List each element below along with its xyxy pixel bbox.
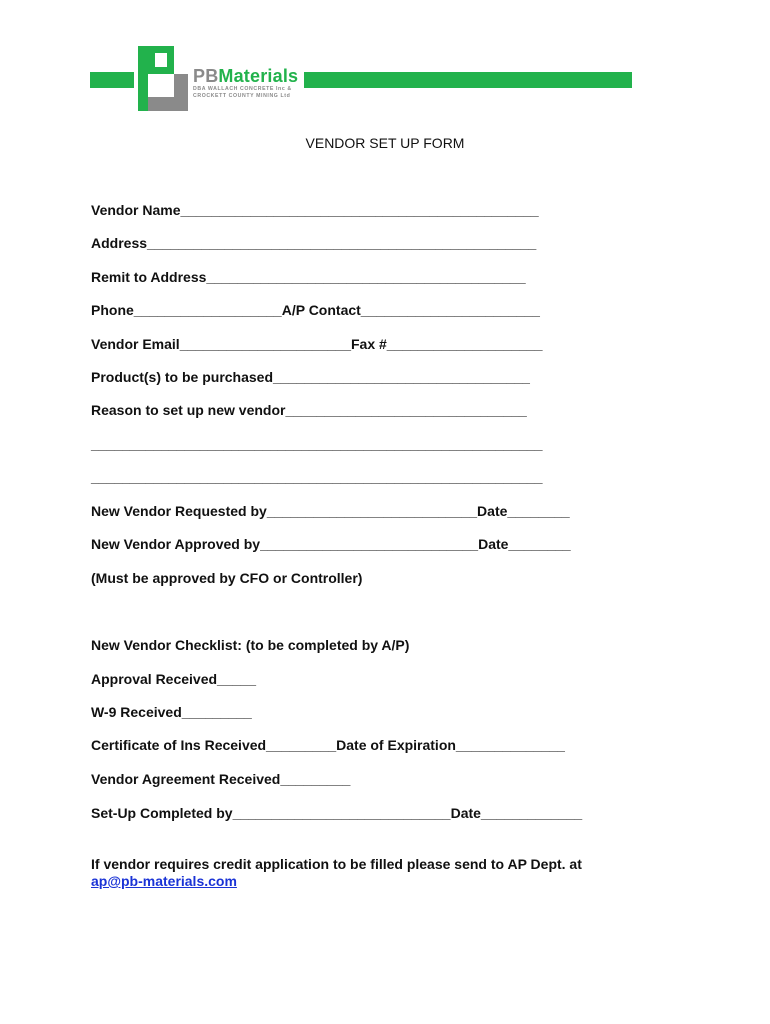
ap-email-link[interactable]: ap@pb-materials.com (91, 873, 237, 889)
phone-contact-field: Phone___________________A/P Contact_______________________ (91, 302, 540, 318)
header-bar-left (90, 72, 134, 88)
vendor-name-field: Vendor Name______________________________________________ (91, 202, 539, 218)
w9-received-field: W-9 Received_________ (91, 704, 252, 720)
page-title: VENDOR SET UP FORM (305, 135, 465, 151)
checklist-heading: New Vendor Checklist: (to be completed by A/P) (91, 637, 410, 653)
reason-blank-line-2: __________________________________________________________ (91, 469, 543, 485)
reason-blank-line-1: __________________________________________________________ (91, 436, 543, 452)
setup-completed-field: Set-Up Completed by____________________________Date_____________ (91, 805, 583, 821)
brand-name: PBMaterials (193, 66, 299, 86)
letterhead (0, 0, 770, 120)
address-field: Address__________________________________________________ (91, 235, 537, 251)
reason-field: Reason to set up new vendor_______________________________ (91, 402, 527, 418)
products-field: Product(s) to be purchased_________________________________ (91, 369, 530, 385)
remit-address-field: Remit to Address_________________________________________ (91, 269, 526, 285)
header-bar-right (304, 72, 632, 88)
approval-note: (Must be approved by CFO or Controller) (91, 570, 363, 586)
company-logo-text (193, 66, 298, 100)
pb-logo-icon (137, 45, 189, 112)
brand-tagline-2: CROCKETT COUNTY MINING Ltd (193, 93, 291, 99)
requested-by-field: New Vendor Requested by___________________________Date________ (91, 503, 570, 519)
credit-application-note: If vendor requires credit application to be filled please send to AP Dept. at (91, 856, 582, 872)
vendor-agreement-field: Vendor Agreement Received_________ (91, 771, 351, 787)
email-fax-field: Vendor Email______________________Fax #____________________ (91, 336, 543, 352)
approved-by-field: New Vendor Approved by____________________________Date________ (91, 536, 571, 552)
approval-received-field: Approval Received_____ (91, 671, 256, 687)
brand-tagline-1: DBA WALLACH CONCRETE Inc & (193, 86, 292, 92)
insurance-certificate-field: Certificate of Ins Received_________Date of Expiration______________ (91, 737, 565, 753)
